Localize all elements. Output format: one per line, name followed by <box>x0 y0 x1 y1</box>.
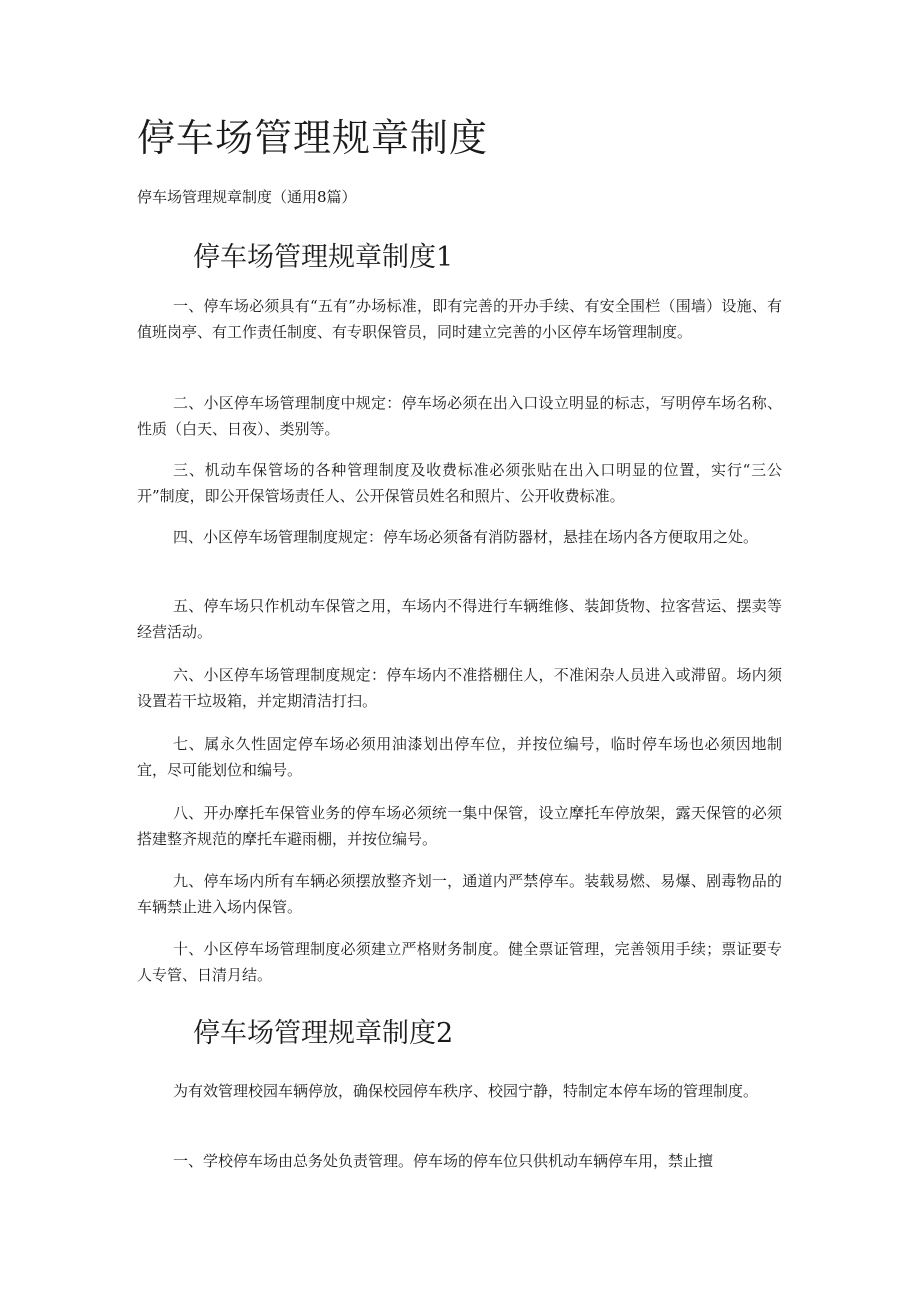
paragraph: 九、停车场内所有车辆必须摆放整齐划一，通道内严禁停车。装载易燃、易爆、剧毒物品的车辆禁止进入场内保管。 <box>137 872 782 916</box>
paragraph: 七、属永久性固定停车场必须用油漆划出停车位，并按位编号，临时停车场也必须因地制宜，尽可能划位和编号。 <box>137 735 782 779</box>
section-1-heading: 停车场管理规章制度1 <box>193 242 454 273</box>
paragraph: 六、小区停车场管理制度规定：停车场内不准搭棚住人，不准闲杂人员进入或滞留。场内须设置若干垃圾箱，并定期清洁打扫。 <box>137 666 782 710</box>
paragraph: 三、机动车保管场的各种管理制度及收费标准必须张贴在出入口明显的位置，实行“三公开”制度，即公开保管场责任人、公开保管员姓名和照片、公开收费标准。 <box>137 461 782 505</box>
document-subtitle: 停车场管理规章制度（通用8篇） <box>137 188 357 206</box>
paragraph: 为有效管理校园车辆停放，确保校园停车秩序、校园宁静，特制定本停车场的管理制度。 <box>173 1082 759 1100</box>
paragraph: 十、小区停车场管理制度必须建立严格财务制度。健全票证管理，完善领用手续；票证要专人专管、日清月结。 <box>137 940 782 984</box>
paragraph: 一、停车场必须具有“五有”办场标准，即有完善的开办手续、有安全围栏（围墙）设施、有值班岗亭、有工作责任制度、有专职保管员，同时建立完善的小区停车场管理制度。 <box>137 297 782 341</box>
paragraph: 四、小区停车场管理制度规定：停车场必须备有消防器材，悬挂在场内各方便取用之处。 <box>173 528 759 546</box>
section-2-heading: 停车场管理规章制度2 <box>193 1018 454 1049</box>
paragraph: 八、开办摩托车保管业务的停车场必须统一集中保管，设立摩托车停放架，露天保管的必须搭建整齐规范的摩托车避雨棚，并按位编号。 <box>137 804 782 848</box>
paragraph: 一、学校停车场由总务处负责管理。停车场的停车位只供机动车辆停车用，禁止擅 <box>173 1152 714 1170</box>
document-title: 停车场管理规章制度 <box>137 116 489 160</box>
paragraph: 五、停车场只作机动车保管之用，车场内不得进行车辆维修、装卸货物、拉客营运、摆卖等经营活动。 <box>137 597 782 641</box>
paragraph: 二、小区停车场管理制度中规定：停车场必须在出入口设立明显的标志，写明停车场名称、性质（白天、日夜）、类别等。 <box>137 394 782 438</box>
